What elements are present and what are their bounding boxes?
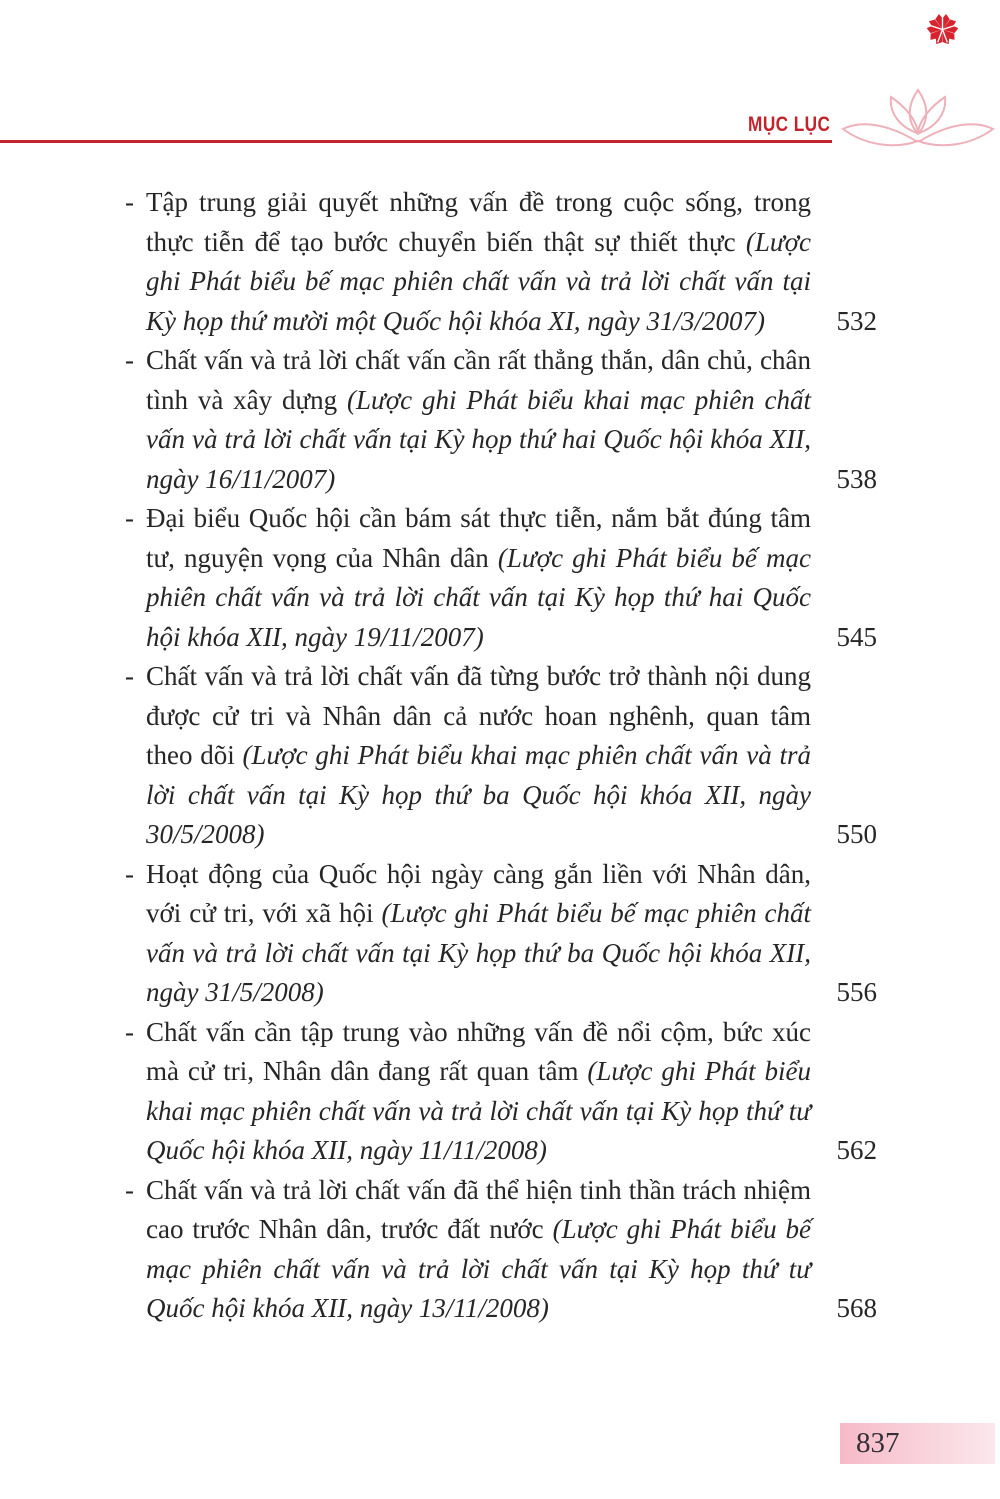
toc-entry bbox=[125, 499, 877, 657]
entry-title: Chất vấn cần tập trung vào những vấn đề nổi cộm, bức xúc mà cử tri, Nhân dân đang rất quan tâm bbox=[146, 1016, 811, 1086]
entry-page-number: 550 bbox=[836, 819, 877, 849]
entry-source: (Lược ghi Phát biểu bế mạc phiên chất vấn và trả lời chất vấn tại Kỳ họp thứ hai Quốc hội khóa XII, ngày 19/11/2007) bbox=[146, 542, 812, 652]
entry-title: Chất vấn và trả lời chất vấn đã từng bước trở thành nội dung được cử tri và Nhân dân cả nước hoan nghênh, quan tâm theo dõi bbox=[146, 661, 811, 770]
entry-page-number: 532 bbox=[836, 305, 877, 336]
entry-source: (Lược ghi Phát biểu bế mạc phiên chất vấn và trả lời chất vấn tại Kỳ họp thứ tư Quốc hội khóa XII, ngày 13/11/2008) bbox=[146, 1214, 812, 1323]
lotus-icon bbox=[838, 82, 998, 160]
toc-entry-text bbox=[125, 1171, 811, 1329]
entry-title: Chất vấn và trả lời chất vấn cần rất thẳng thắn, dân chủ, chân tình và xây dựng bbox=[146, 345, 811, 415]
entry-title: Đại biểu Quốc hội cần bám sát thực tiễn, nắm bắt đúng tâm tư, nguyện vọng của Nhân dân bbox=[146, 503, 811, 573]
toc-entry-text bbox=[125, 855, 811, 1013]
entry-bullet: - bbox=[125, 661, 134, 691]
flower-star-icon bbox=[925, 12, 960, 47]
entry-source: (Lược ghi Phát biểu khai mạc phiên chất vấn và trả lời chất vấn tại Kỳ họp thứ ba Quốc hội khóa XII, ngày 30/5/2008) bbox=[146, 740, 811, 849]
toc-entry-text bbox=[125, 499, 811, 657]
entry-bullet: - bbox=[125, 858, 134, 889]
toc-entry bbox=[125, 183, 877, 341]
entry-bullet: - bbox=[125, 1016, 134, 1047]
entry-bullet: - bbox=[125, 345, 134, 375]
toc-entry-text bbox=[125, 183, 811, 341]
entry-page-number: 545 bbox=[836, 621, 877, 652]
entry-page-number: 538 bbox=[836, 463, 877, 494]
entry-bullet: - bbox=[125, 1174, 134, 1205]
folio-box bbox=[840, 1423, 995, 1464]
toc-entry bbox=[125, 341, 877, 499]
toc-entry bbox=[125, 855, 877, 1013]
entry-bullet: - bbox=[125, 503, 134, 533]
entry-bullet: - bbox=[125, 187, 134, 217]
toc-entry bbox=[125, 1013, 877, 1171]
folio-page-number: 837 bbox=[856, 1427, 900, 1459]
entry-page-number: 556 bbox=[836, 977, 877, 1007]
entry-title: Chất vấn và trả lời chất vấn đã thể hiện tinh thần trách nhiệm cao trước Nhân dân, trước đất nước bbox=[146, 1174, 811, 1244]
entry-title: Hoạt động của Quốc hội ngày càng gắn liền với Nhân dân, với cử tri, với xã hội bbox=[146, 858, 811, 928]
entry-page-number: 568 bbox=[836, 1293, 877, 1323]
toc-entry-text bbox=[125, 657, 811, 855]
toc-entry bbox=[125, 657, 877, 855]
header-rule bbox=[0, 140, 832, 143]
toc-entry-text bbox=[125, 341, 811, 499]
entry-source: (Lược ghi Phát biểu khai mạc phiên chất vấn và trả lời chất vấn tại Kỳ họp thứ hai Quốc hội khóa XII, ngày 16/11/2007) bbox=[146, 384, 812, 494]
entry-page-number: 562 bbox=[836, 1135, 877, 1165]
entry-source: (Lược ghi Phát biểu bế mạc phiên chất vấn và trả lời chất vấn tại Kỳ họp thứ mười một Quốc hội khóa XI, ngày 31/3/2007) bbox=[146, 226, 811, 336]
page-title: MỤC LỤC bbox=[747, 113, 830, 136]
entry-source: (Lược ghi Phát biểu khai mạc phiên chất vấn và trả lời chất vấn tại Kỳ họp thứ tư Quốc hội khóa XII, ngày 11/11/2008) bbox=[146, 1056, 812, 1165]
entry-title: Tập trung giải quyết những vấn đề trong cuộc sống, trong thực tiễn để tạo bước chuyển biến thật sự thiết thực bbox=[146, 187, 811, 257]
toc-entry-text bbox=[125, 1013, 811, 1171]
toc-list bbox=[125, 183, 877, 1329]
toc-entry bbox=[125, 1171, 877, 1329]
entry-source: (Lược ghi Phát biểu bế mạc phiên chất vấn và trả lời chất vấn tại Kỳ họp thứ ba Quốc hội khóa XII, ngày 31/5/2008) bbox=[146, 898, 812, 1007]
